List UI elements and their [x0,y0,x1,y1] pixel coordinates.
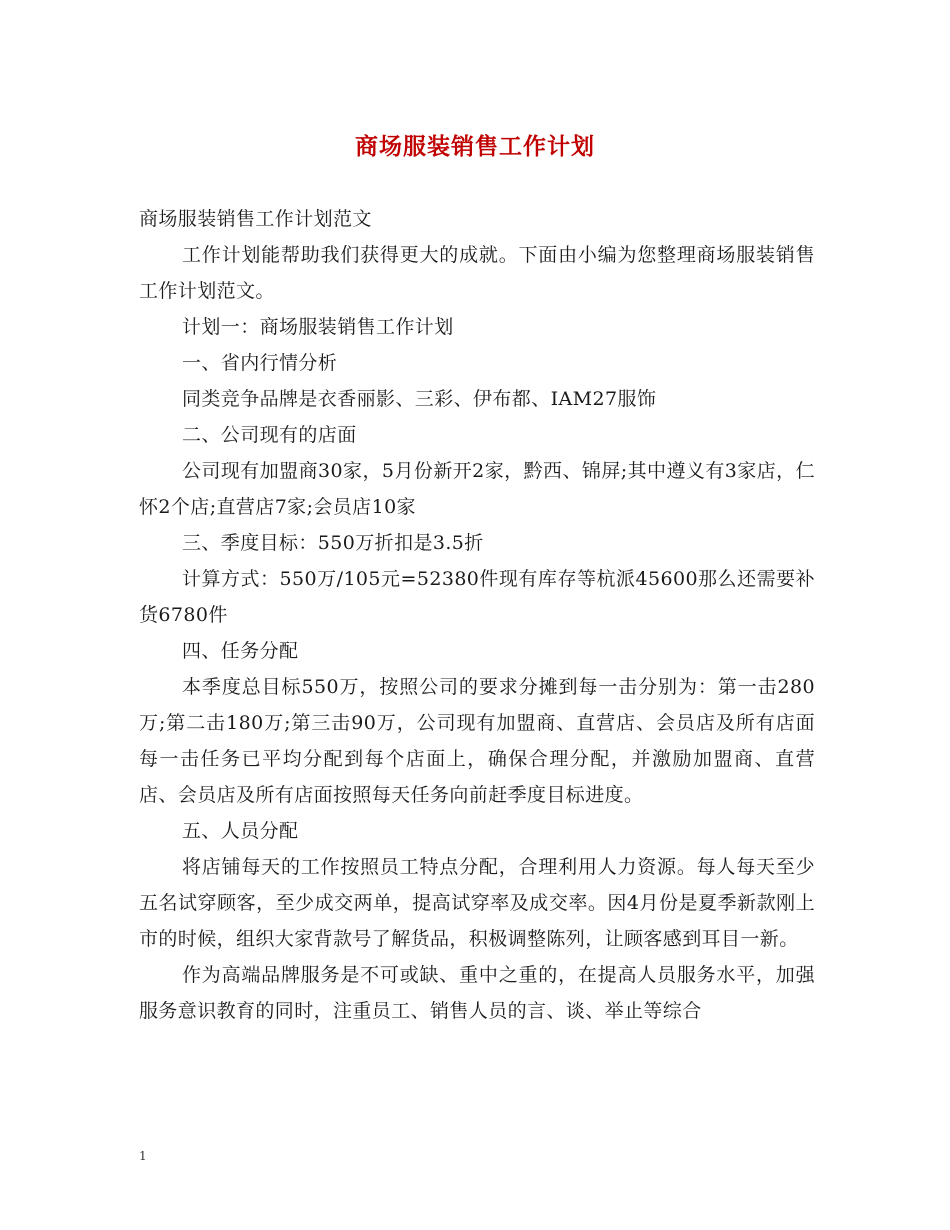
paragraph: 公司现有加盟商30家，5月份新开2家，黔西、锦屏;其中遵义有3家店，仁怀2个店;直营店7家;会员店10家 [139,460,815,518]
document-title: 商场服装销售工作计划 [355,134,595,160]
paragraph: 计算方式：550万/105元=52380件现有库存等杭派45600那么还需要补货6780件 [139,568,815,626]
section-heading: 一、省内行情分析 [182,352,338,374]
document-body [139,201,815,1029]
paragraph: 同类竞争品牌是衣香丽影、三彩、伊布都、IAM27服饰 [182,388,657,410]
paragraph: 计划一：商场服装销售工作计划 [182,316,454,338]
section-heading: 二、公司现有的店面 [182,424,357,446]
paragraph: 将店铺每天的工作按照员工特点分配，合理利用人力资源。每人每天至少五名试穿顾客，至少成交两单，提高试穿率及成交率。因4月份是夏季新款刚上市的时候，组织大家背款号了解货品，积极调整陈列，让顾客感到耳目一新。 [139,856,815,950]
section-heading: 三、季度目标：550万折扣是3.5折 [182,532,484,554]
section-heading: 五、人员分配 [182,820,299,842]
paragraph: 工作计划能帮助我们获得更大的成就。下面由小编为您整理商场服装销售工作计划范文。 [139,244,815,302]
paragraph: 本季度总目标550万，按照公司的要求分摊到每一击分别为：第一击280万;第二击180万;第三击90万，公司现有加盟商、直营店、会员店及所有店面每一击任务已平均分配到每个店面上，确保合理分配，并激励加盟商、直营店、会员店及所有店面按照每天任务向前赶季度目标进度。 [139,676,815,806]
page-number: 1 [139,1149,147,1163]
paragraph: 商场服装销售工作计划范文 [139,208,372,230]
paragraph: 作为高端品牌服务是不可或缺、重中之重的，在提高人员服务水平，加强服务意识教育的同时，注重员工、销售人员的言、谈、举止等综合 [139,964,815,1022]
section-heading: 四、任务分配 [182,640,299,662]
